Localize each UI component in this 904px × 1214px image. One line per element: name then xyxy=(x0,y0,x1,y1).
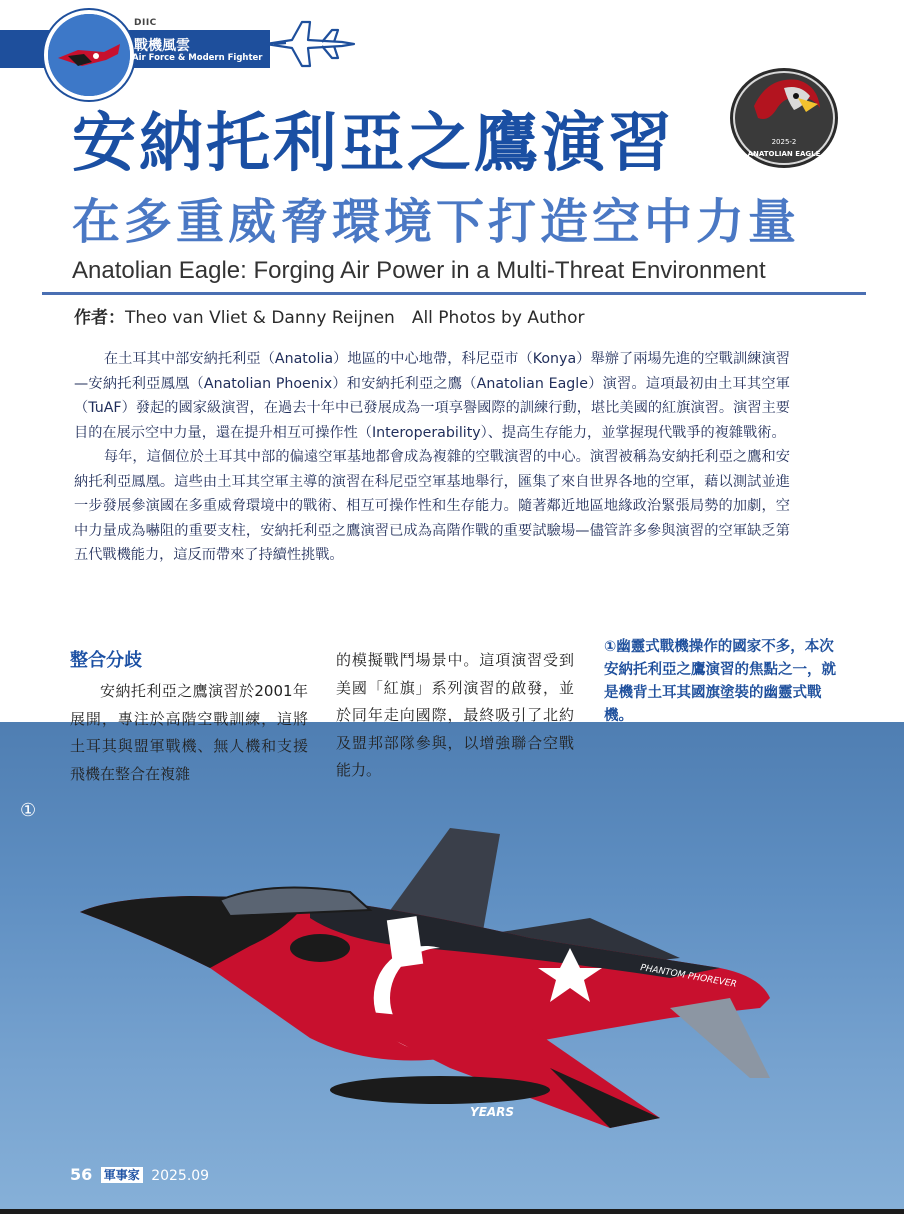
svg-text:ANATOLIAN EAGLE: ANATOLIAN EAGLE xyxy=(747,150,821,158)
body-column-2 xyxy=(336,647,574,785)
body-paragraph: 安納托利亞之鷹演習於2001年展開，專注於高階空戰訓練，這將土耳其與盟軍戰機、無人機和支援飛機在整合在複雜 xyxy=(70,682,308,783)
body-column-1 xyxy=(70,678,308,788)
article-title: 安納托利亞之鷹演習 xyxy=(72,107,675,181)
intro-text xyxy=(74,347,790,568)
section-banner-photo xyxy=(44,10,134,100)
issue-date: 2025.09 xyxy=(151,1168,210,1184)
section-kicker: DIIC xyxy=(134,18,157,28)
f4-phantom-illustration xyxy=(70,828,790,1168)
page-footer xyxy=(70,1165,209,1186)
svg-text:2025-2: 2025-2 xyxy=(771,138,797,146)
article-title-english: Anatolian Eagle: Forging Air Power in a Multi-Threat Environment xyxy=(72,257,766,284)
article-subtitle: 在多重威脅環境下打造空中力量 xyxy=(72,194,801,250)
intro-paragraph: 每年，這個位於土耳其中部的偏遠空軍基地都會成為複雜的空戰演習的中心。演習被稱為安納托利亞之鷹和安納托利亞鳳凰。這些由土耳其空軍主導的演習在科尼亞空軍基地舉行，匯集了來自世界各地的空軍，藉以測試並進一步發展參演國在多重威脅環境中的戰術、相互可操作性和生存能力。隨著鄰近地區地緣政治緊張局勢的加劇，空中力量成為嚇阻的重要支柱，安納托利亞之鷹演習已成為高階作戰的重要試驗場—儘管許多參與演習的空軍缺乏第五代戰機能力，這反而帶來了持續性挑戰。 xyxy=(74,449,790,563)
section-title: 戰機風雲 xyxy=(134,38,190,54)
photo-number: ① xyxy=(20,800,37,821)
author-line xyxy=(74,306,585,330)
bottom-border xyxy=(0,1209,904,1214)
fighter-jet-icon xyxy=(262,14,358,74)
svg-text:YEARS: YEARS xyxy=(470,1105,515,1119)
section-heading: 整合分歧 xyxy=(70,650,142,671)
photo-caption: ①幽靈式戰機操作的國家不多，本次安納托利亞之鷹演習的焦點之一，就是機背土耳其國旗塗裝的幽靈式戰機。 xyxy=(604,639,836,724)
title-divider xyxy=(42,292,866,295)
intro-paragraph: 在土耳其中部安納托利亞（Anatolia）地區的中心地帶，科尼亞市（Konya）舉辦了兩場先進的空戰訓練演習—安納托利亞鳳凰（Anatolian Phoenix）和安納托利亞之鷹（Anatolian Eagle）演習。這項最初由土耳其空軍（TuAF）發起的國家級演習，在過去十年中已發展成為一項享譽國際的訓練行動，堪比美國的紅旗演習。演習主要目的在展示空中力量，還在提升相互可操作性（Interoperability）、提高生存能力，並掌握現代戰爭的複雜戰術。 xyxy=(74,351,790,441)
section-subtitle: Air Force & Modern Fighter xyxy=(132,53,263,63)
exercise-patch xyxy=(728,66,840,170)
author-label: 作者： xyxy=(74,308,125,328)
svg-text:PHANTOM PHOREVER: PHANTOM PHOREVER xyxy=(639,963,738,990)
magazine-name: 軍事家 xyxy=(101,1167,143,1183)
author-names: Theo van Vliet & Danny Reijnen All Photos by Author xyxy=(125,308,585,328)
page-number: 56 xyxy=(70,1165,93,1184)
body-paragraph: 的模擬戰鬥場景中。這項演習受到美國「紅旗」系列演習的啟發，並於同年走向國際，最終吸引了北約及盟邦部隊參與，以增強聯合空戰能力。 xyxy=(336,651,574,779)
